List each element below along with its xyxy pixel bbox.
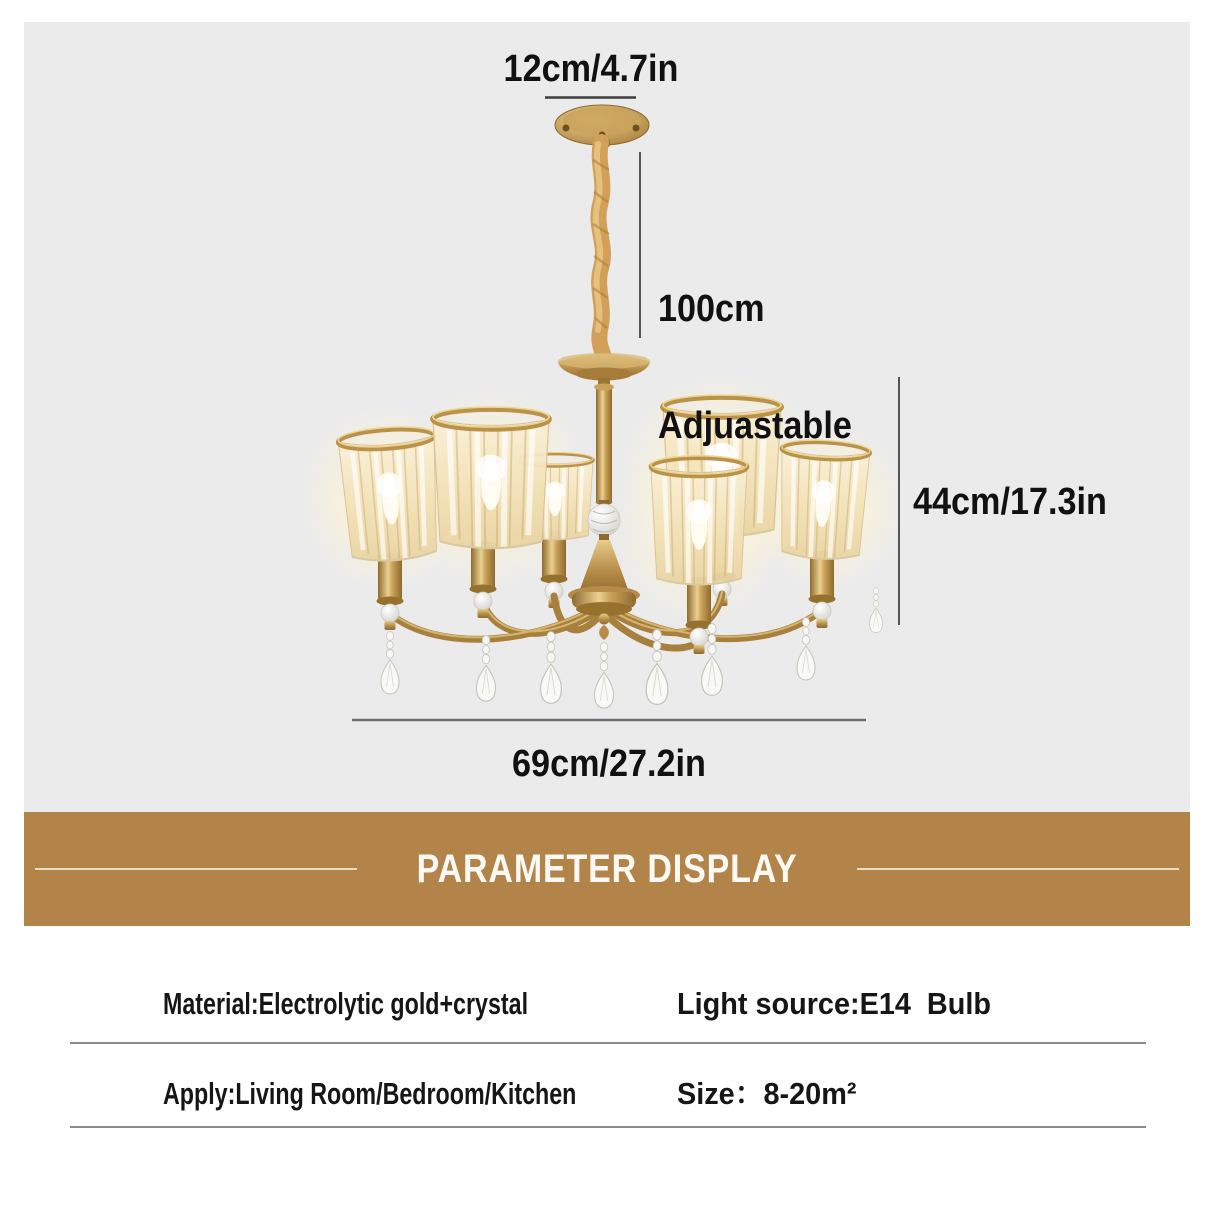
cord-length-note: Adjuastable	[658, 405, 852, 447]
shade-left-inner	[433, 407, 549, 618]
body-height-label: 44cm/17.3in	[913, 481, 1107, 523]
body-width-label: 69cm/27.2in	[512, 743, 706, 785]
param-divider-1	[70, 1042, 1146, 1044]
cord-length-label	[658, 212, 852, 485]
parameter-display-banner	[24, 812, 1190, 926]
banner-title: PARAMETER DISPLAY	[416, 846, 798, 891]
canopy-width-label: 12cm/4.7in	[503, 48, 679, 90]
cord-length-value: 100cm	[658, 288, 765, 330]
param-material: Material:Electrolytic gold+crystal	[163, 986, 529, 1021]
param-light-source: Light source:E14 Bulb	[677, 986, 991, 1021]
shade-right-front	[651, 456, 747, 654]
param-size: Size：8-20m²	[677, 1076, 857, 1111]
chandelier-illustration	[24, 22, 1190, 812]
param-apply: Apply:Living Room/Bedroom/Kitchen	[163, 1076, 577, 1111]
banner-rule-left	[35, 868, 357, 870]
param-divider-2	[70, 1126, 1146, 1128]
banner-rule-right	[857, 868, 1179, 870]
shade-left-outer	[338, 424, 443, 630]
suspension-cord	[593, 142, 609, 354]
